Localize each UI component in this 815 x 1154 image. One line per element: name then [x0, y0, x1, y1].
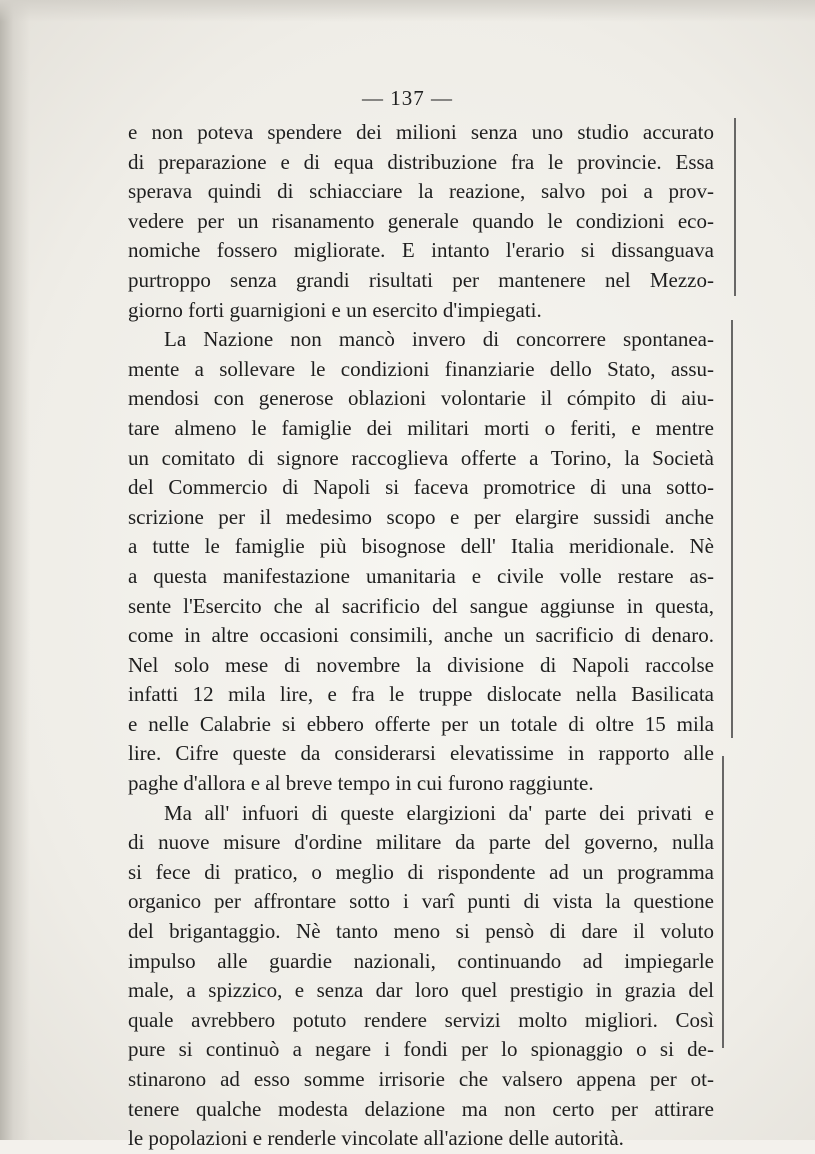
- text-line: pure si continuò a negare i fondi per lo spionaggio o si de-: [128, 1037, 714, 1062]
- text-line: infatti 12 mila lire, e fra le truppe dislocate nella Basilicata: [128, 682, 714, 707]
- text-line: vedere per un risanamento generale quando le condizioni eco-: [128, 208, 714, 233]
- text-line: sente l'Esercito che al sacrificio del sangue aggiunse in questa,: [128, 593, 714, 618]
- text-line: Nel solo mese di novembre la divisione di Napoli raccolse: [128, 652, 714, 677]
- text-line: nomiche fossero migliorate. E intanto l'erario si dissanguava: [128, 238, 714, 263]
- text-line: scrizione per il medesimo scopo e per elargire sussidi anche: [128, 504, 714, 529]
- text-line: La Nazione non mancò invero di concorrere spontanea-: [164, 327, 714, 352]
- text-line: del brigantaggio. Nè tanto meno si pensò di dare il voluto: [128, 919, 714, 944]
- text-line: a tutte le famiglie più bisognose dell' Italia meridionale. Nè: [128, 534, 714, 559]
- text-line: impulso alle guardie nazionali, continuando ad impiegarle: [128, 948, 714, 973]
- text-line: purtroppo senza grandi risultati per mantenere nel Mezzo-: [128, 267, 714, 292]
- text-line: di preparazione e di equa distribuzione fra le provincie. Essa: [128, 149, 714, 174]
- text-line: a questa manifestazione umanitaria e civile volle restare as-: [128, 563, 714, 588]
- text-line: sperava quindi di schiacciare la reazione, salvo poi a prov-: [128, 179, 714, 204]
- text-line: tenere qualche modesta delazione ma non certo per attirare: [128, 1096, 714, 1121]
- text-line: male, a spizzico, e senza dar loro quel prestigio in grazia del: [128, 978, 714, 1003]
- text-line: e non poteva spendere dei milioni senza uno studio accurato: [128, 120, 714, 144]
- text-line: di nuove misure d'ordine militare da parte del governo, nulla: [128, 830, 714, 855]
- text-line: giorno forti guarnigioni e un esercito d'impiegati.: [128, 297, 542, 322]
- text-line: mente a sollevare le condizioni finanziarie dello Stato, assu-: [128, 356, 714, 381]
- text-line: si fece di pratico, o meglio di rispondente ad un programma: [128, 859, 714, 884]
- binding-shadow: [0, 0, 30, 1140]
- text-line: paghe d'allora e al breve tempo in cui furono raggiunte.: [128, 771, 594, 796]
- paragraph: [128, 118, 714, 325]
- text-line: come in altre occasioni consimili, anche un sacrificio di denaro.: [128, 623, 714, 648]
- paragraph: [128, 325, 714, 799]
- text-line: le popolazioni e renderle vincolate all'azione delle autorità.: [128, 1126, 624, 1151]
- body-text: [128, 118, 714, 1154]
- margin-mark-top: [734, 118, 736, 296]
- page-number: — 137 —: [362, 86, 453, 110]
- paragraph: [128, 799, 714, 1154]
- text-line: Ma all' infuori di queste elargizioni da' parte dei privati e: [164, 800, 714, 825]
- text-line: mendosi con generose oblazioni volontarie il cómpito di aiu-: [128, 386, 714, 411]
- margin-mark-middle: [731, 320, 733, 738]
- text-line: organico per affrontare sotto i varî punti di vista la questione: [128, 889, 714, 914]
- text-line: del Commercio di Napoli si faceva promotrice di una sotto-: [128, 475, 714, 500]
- text-line: tare almeno le famiglie dei militari morti o feriti, e mentre: [128, 415, 714, 440]
- text-line: lire. Cifre queste da considerarsi elevatissime in rapporto alle: [128, 741, 714, 766]
- text-line: quale avrebbero potuto rendere servizi molto migliori. Così: [128, 1007, 714, 1032]
- text-line: un comitato di signore raccoglieva offerte a Torino, la Società: [128, 445, 714, 470]
- margin-mark-bottom: [722, 756, 724, 1048]
- top-edge-shadow: [0, 0, 815, 22]
- text-line: stinarono ad esso somme irrisorie che valsero appena per ot-: [128, 1067, 714, 1091]
- text-line: e nelle Calabrie si ebbero offerte per un totale di oltre 15 mila: [128, 711, 714, 736]
